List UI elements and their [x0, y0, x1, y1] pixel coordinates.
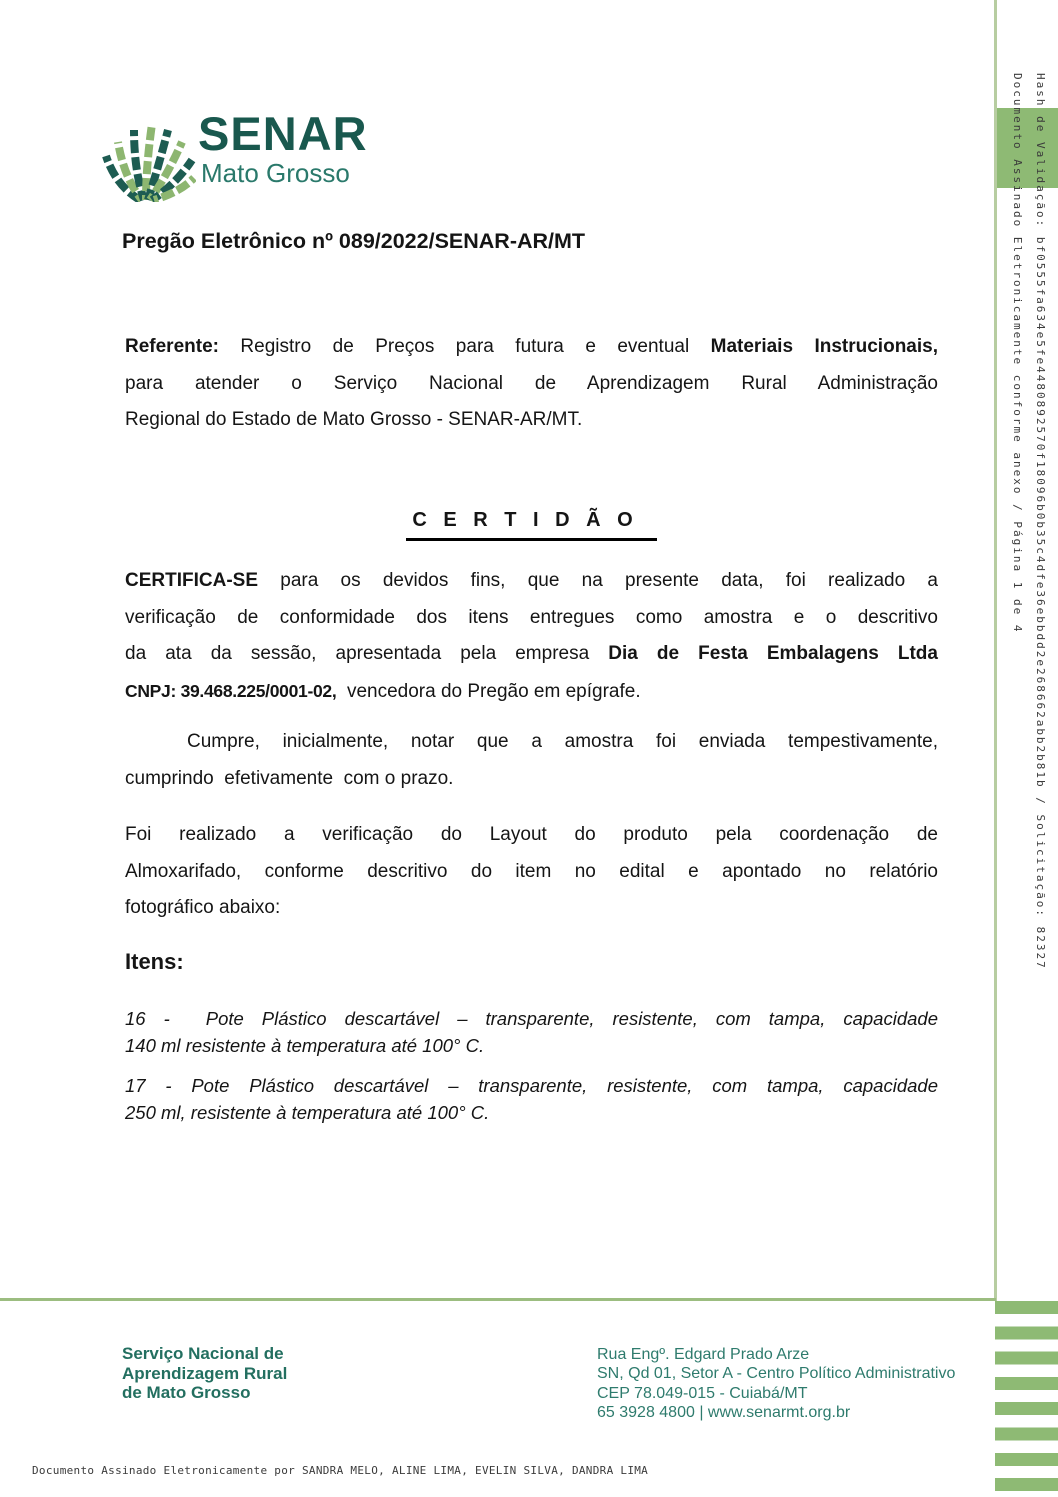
item-16-description: 16 - Pote Plástico descartável – transparente, resistente, com tampa, capacidade 140 ml resistente à temperatura até 100° C.	[125, 1008, 938, 1056]
bottom-right-stripe-pattern	[995, 1301, 1058, 1497]
paragraph-cumpre: Cumpre, inicialmente, notar que a amostra foi enviada tempestivamente, cumprindo efetivamente com o prazo.	[125, 731, 938, 789]
vertical-page-info-text: Documento Assinado Eletronicamente conforme anexo / Página 1 de 4	[1011, 73, 1024, 634]
itens-heading: Itens:	[125, 949, 184, 974]
paragraph-certifica-se: CERTIFICA-SE para os devidos fins, que na presente data, foi realizado a verificação de conformidade dos itens entregues como amostra e o descritivo da ata da sessão, apresentada pela empresa Dia de Festa Embalagens Ltda CNPJ: 39.468.225/0001-02, vencedora do Pregão em epígrafe.	[125, 570, 938, 702]
paragraph-foi-realizado: Foi realizado a verificação do Layout do produto pela coordenação de Almoxarifado, conforme descritivo do item no edital e apontado no relatório fotográfico abaixo:	[125, 824, 938, 918]
item-17-description: 17 - Pote Plástico descartável – transparente, resistente, com tampa, capacidade 250 ml, resistente à temperatura até 100° C.	[125, 1075, 938, 1123]
logo-brand-text: SENAR	[198, 107, 368, 160]
electronic-signature-line: Documento Assinado Eletronicamente por SANDRA MELO, ALINE LIMA, EVELIN SILVA, DANDRA LIMA	[32, 1464, 649, 1477]
senar-wheat-dome-icon	[100, 106, 196, 202]
senar-logo	[100, 106, 520, 206]
right-margin-vertical-line	[994, 0, 997, 1301]
paragraph-referente: Referente: Registro de Preços para futura e eventual Materiais Instrucionais, para atender o Serviço Nacional de Aprendizagem Rural Administração Regional do Estado de Mato Grosso - SENAR-AR/MT.	[125, 336, 938, 430]
vertical-validation-hash-text: Hash de Validação: bf0555fa634e5fe4480892570f18096b0b35c4dfe36ebbdd2e268662abb2b81b / Solicitação: 82327	[1034, 73, 1047, 970]
certidao-heading-wrap	[125, 509, 938, 541]
right-margin-green-block	[997, 108, 1058, 188]
footer-address-block: Rua Engº. Edgard Prado Arze SN, Qd 01, Setor A - Centro Político Administrativo CEP 78.049-015 - Cuiabá/MT 65 3928 4800 | www.senarmt.org.br	[597, 1346, 956, 1422]
certidao-heading: C E R T I D Ã O	[406, 509, 656, 541]
document-title: Pregão Eletrônico nº 089/2022/SENAR-AR/MT	[122, 229, 586, 253]
footer-horizontal-line	[0, 1298, 996, 1301]
footer-organization-name: Serviço Nacional de Aprendizagem Rural de Mato Grosso	[122, 1344, 288, 1402]
logo-region-text: Mato Grosso	[201, 158, 350, 188]
